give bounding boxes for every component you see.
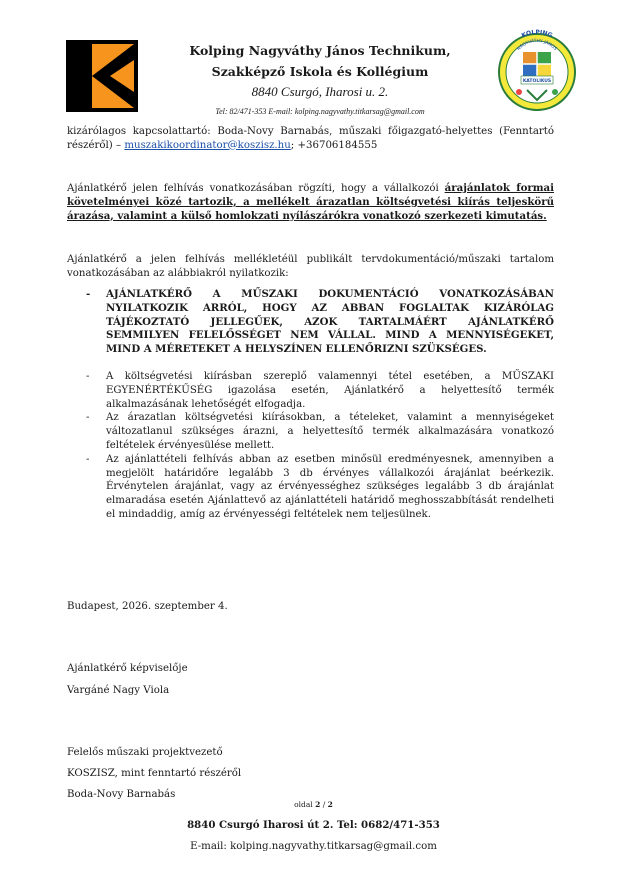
school-contact: Tel: 82/471-353 E-mail: kolping.nagyvathy.titkarsag@gmail.com: [215, 107, 425, 116]
school-header: [150, 40, 490, 119]
page-number-prefix: oldal: [294, 800, 316, 809]
requirements-bold: árajánlatok formai követelményei közé tartozik, a mellékelt árazatlan költségvetési kiírás teljeskörű árazása, valamint a külső homlokzati nyílászárókra vonatkozó szerkezeti kimutatás.: [67, 182, 554, 222]
list-item: [67, 288, 554, 357]
list-dash: -: [86, 453, 90, 465]
page-total: 2: [327, 800, 333, 809]
list-dash: -: [86, 288, 91, 300]
school-name-line2: Szakképző Iskola és Kollégium: [211, 64, 429, 79]
requirements-paragraph: [67, 182, 554, 223]
list-item-text: A költségvetési kiírásban szereplő valamennyi tétel esetében, a MŰSZAKI EGYENÉRTÉKŰSÉG igazolása esetén, Ajánlatkérő a helyettesítő termék alkalmazásának lehetőségét elfogadja.: [106, 371, 554, 410]
page-current: 2: [315, 800, 321, 809]
list-item: [67, 453, 554, 522]
contact-paragraph: [67, 125, 554, 153]
footer-email: E-mail: kolping.nagyvathy.titkarsag@gmail.com: [190, 841, 437, 852]
school-emblem-logo: [497, 16, 577, 126]
school-name-line1: Kolping Nagyváthy János Technikum,: [189, 43, 451, 58]
kolping-k-logo: [66, 40, 138, 112]
statement-intro-paragraph: Ajánlatkérő a jelen felhívás mellékletéül publikált tervdokumentáció/műszaki tartalom vonatkozásában az alábbiakról nyilatkozik:: [67, 254, 554, 279]
school-address: 8840 Csurgó, Iharosi u. 2.: [251, 84, 389, 99]
list-dash: -: [86, 412, 90, 424]
contact-suffix: ; +36706184555: [290, 139, 378, 151]
signer1-name: Vargáné Nagy Viola: [67, 685, 170, 696]
list-item: [67, 370, 554, 411]
statement-list: [67, 288, 554, 357]
signer1-role: Ajánlatkérő képviselője: [67, 663, 188, 674]
list-item-text: Az ajánlattételi felhívás abban az esetben minősül eredményesnek, amennyiben a megjelölt határidőre legalább 3 db érvényes vállalkozói árajánlat beérkezik. Érvénytelen árajánlat, vagy az érvényességhez szükséges legalább 3 db árajánlat elmaradása esetén Ajánlattevő az ajánlattételi határidő meghosszabbítását rendelheti el mindaddig, amíg az érvényességi feltételek nem teljesülnek.: [106, 453, 554, 520]
page-separator: /: [320, 800, 328, 809]
list-dash: -: [86, 371, 90, 382]
emblem-top-text: KOLPING: [520, 28, 554, 40]
contact-email-link[interactable]: muszakikoordinator@koszisz.hu: [124, 139, 291, 151]
statement-list-continued: [67, 370, 554, 522]
signer2-name: Boda-Novy Barnabás: [67, 789, 176, 800]
list-item-text: AJÁNLATKÉRŐ A MŰSZAKI DOKUMENTÁCIÓ VONATKOZÁSÁBAN NYILATKOZIK ARRÓL, HOGY AZ ABBAN FOGLALTAK KIZÁRÓLAG TÁJÉKOZTATÓ JELLEGŰEK, AZOK TARTALMÁÉRT AJÁNLATKÉRŐ SEMMILYEN FELELŐSSÉGET NEM VÁLLAL. MIND A MENNYISÉGEKET, MIND A MÉRETEKET A HELYSZÍNEN ELLENŐRIZNI SZÜKSÉGES.: [106, 288, 554, 356]
requirements-prefix: Ajánlatkérő jelen felhívás vonatkozásában rögzíti, hogy a vállalkozói: [67, 183, 445, 194]
signer2-role: Felelős műszaki projektvezető: [67, 747, 223, 758]
emblem-low-text: KATOLIKUS: [522, 79, 552, 84]
signer2-org: KOSZISZ, mint fenntartó részéről: [67, 768, 242, 779]
emblem-mid-text: NAGYVÁTHY JÁNOS: [516, 38, 558, 52]
document-date: Budapest, 2026. szeptember 4.: [67, 601, 228, 612]
list-item: [67, 411, 554, 452]
contact-prefix: kizárólagos kapcsolattartó: Boda-Novy Barnabás, műszaki főigazgató-helyettes (Fenntartó részéről) –: [67, 126, 554, 151]
page-number: [0, 800, 627, 809]
footer-address: 8840 Csurgó Iharosi út 2. Tel: 0682/471-353: [187, 819, 440, 831]
list-item-text: Az árazatlan költségvetési kiírásokban, a tételeket, valamint a mennyiségeket változatlanul szükséges árazni, a helyettesítő termék alkalmazására vonatkozó feltételek érvényesülése mellett.: [106, 412, 554, 451]
